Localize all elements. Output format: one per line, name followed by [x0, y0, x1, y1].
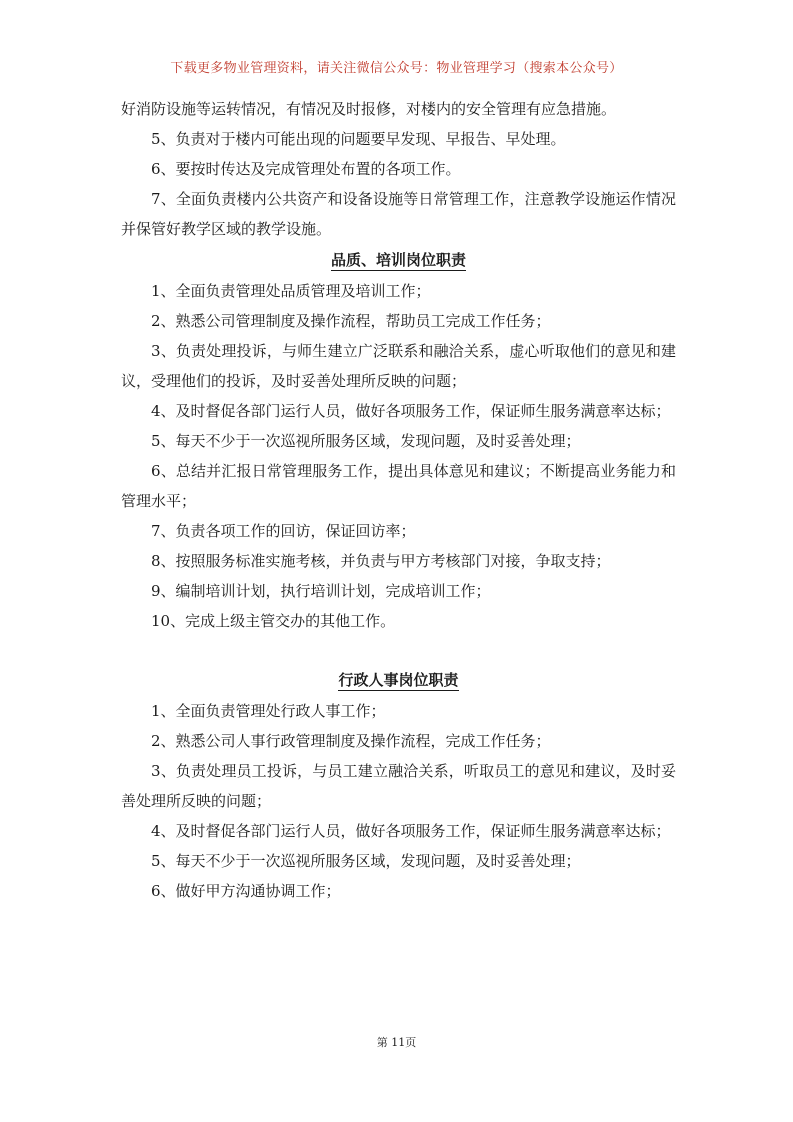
- paragraph-continuation: 好消防设施等运转情况，有情况及时报修，对楼内的安全管理有应急措施。: [121, 100, 617, 118]
- page-number: 第 11页: [376, 1036, 417, 1049]
- document-body: [121, 94, 676, 906]
- section-spacer: [121, 636, 676, 664]
- list-item: 1、全面负责管理处行政人事工作；: [151, 702, 386, 720]
- list-item: 7、负责各项工作的回访，保证回访率；: [151, 522, 416, 540]
- list-item: 9、编制培训计划，执行培训计划，完成培训工作；: [151, 582, 491, 600]
- list-item: 3、负责处理投诉，与师生建立广泛联系和融洽关系，虚心听取他们的意见和建议，受理他们的投诉，及时妥善处理所反映的问题；: [121, 342, 676, 390]
- paragraph: 7、全面负责楼内公共资产和设备设施等日常管理工作，注意教学设施运作情况并保管好教学区域的教学设施。: [121, 190, 676, 238]
- list-item: 6、总结并汇报日常管理服务工作，提出具体意见和建议；不断提高业务能力和管理水平；: [121, 462, 676, 510]
- section-title-text: 行政人事岗位职责: [338, 671, 459, 689]
- list-item: 5、每天不少于一次巡视所服务区域，发现问题，及时妥善处理；: [151, 852, 581, 870]
- list-item: 3、负责处理员工投诉，与员工建立融洽关系，听取员工的意见和建议，及时妥善处理所反映的问题；: [121, 762, 676, 810]
- list-item: 10、完成上级主管交办的其他工作。: [151, 612, 396, 630]
- paragraph: 6、要按时传达及完成管理处布置的各项工作。: [151, 160, 461, 178]
- paragraph: 5、负责对于楼内可能出现的问题要早发现、早报告、早处理。: [151, 130, 566, 148]
- list-item: 4、及时督促各部门运行人员，做好各项服务工作，保证师生服务满意率达标；: [151, 402, 671, 420]
- list-item: 8、按照服务标准实施考核，并负责与甲方考核部门对接，争取支持；: [151, 552, 611, 570]
- section-title-quality-training: [121, 244, 676, 276]
- list-item: 6、做好甲方沟通协调工作；: [151, 882, 341, 900]
- section-title-text: 品质、培训岗位职责: [330, 251, 466, 269]
- list-item: 5、每天不少于一次巡视所服务区域，发现问题，及时妥善处理；: [151, 432, 581, 450]
- list-item: 1、全面负责管理处品质管理及培训工作；: [151, 282, 431, 300]
- page-header-banner: 下载更多物业管理资料，请关注微信公众号：物业管理学习（搜索本公众号）: [170, 61, 623, 76]
- section-title-admin-hr: [121, 664, 676, 696]
- list-item: 2、熟悉公司管理制度及操作流程，帮助员工完成工作任务；: [151, 312, 551, 330]
- list-item: 2、熟悉公司人事行政管理制度及操作流程，完成工作任务；: [151, 732, 551, 750]
- list-item: 4、及时督促各部门运行人员，做好各项服务工作，保证师生服务满意率达标；: [151, 822, 671, 840]
